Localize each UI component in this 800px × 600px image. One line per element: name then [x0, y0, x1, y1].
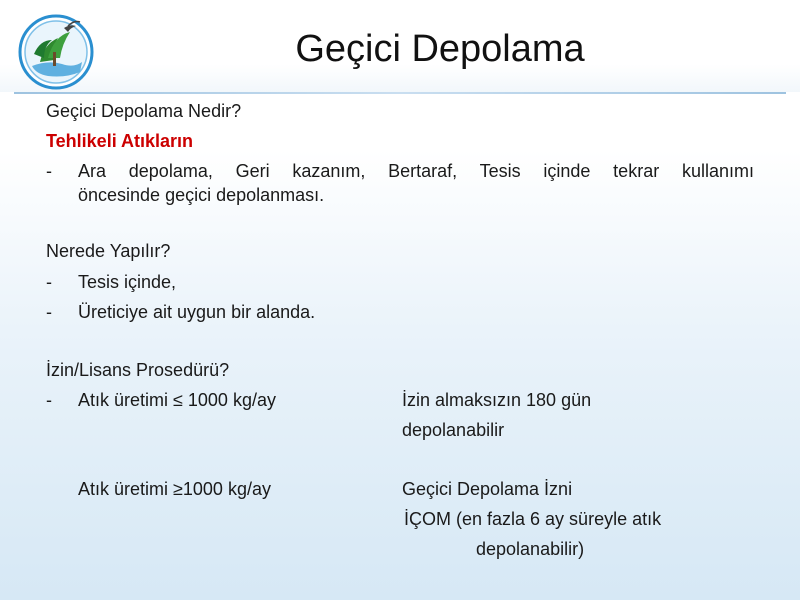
permit-row2-result-continued: İÇOM (en fazla 6 ay süreyle atık	[404, 509, 662, 529]
permit-row1-result: İzin almaksızın 180 gün	[402, 390, 592, 410]
environment-tree-bird-logo-icon	[18, 14, 94, 90]
list-item-text: Atık üretimi ≤ 1000 kg/ay	[78, 390, 276, 410]
slide-title: Geçici Depolama	[295, 28, 585, 70]
list-item-text: Üreticiye ait uygun bir alanda.	[78, 302, 316, 322]
header-divider	[14, 92, 786, 94]
bullet-dash: -	[46, 161, 52, 181]
section-heading-where: Nerede Yapılır?	[46, 241, 171, 261]
bullet-dash: -	[46, 302, 52, 322]
list-item-text: Ara depolama, Geri kazanım, Bertaraf, Tesis içinde tekrar kullanımı	[78, 161, 754, 181]
permit-row2-condition: Atık üretimi ≥1000 kg/ay	[78, 479, 271, 499]
permit-row2-result: Geçici Depolama İzni	[402, 479, 573, 499]
bullet-dash: -	[46, 390, 52, 410]
list-item-text: Tesis içinde,	[78, 272, 177, 292]
section-subheading-hazardous: Tehlikeli Atıkların	[46, 131, 194, 151]
list-item-text-continued: öncesinde geçici depolanması.	[78, 185, 325, 205]
permit-row1-result-continued: depolanabilir	[402, 420, 505, 440]
section-heading-what: Geçici Depolama Nedir?	[46, 101, 242, 121]
permit-row2-result-end: depolanabilir)	[476, 539, 585, 559]
slide-header	[0, 0, 800, 92]
bullet-dash: -	[46, 272, 52, 292]
section-heading-permit: İzin/Lisans Prosedürü?	[46, 360, 230, 380]
